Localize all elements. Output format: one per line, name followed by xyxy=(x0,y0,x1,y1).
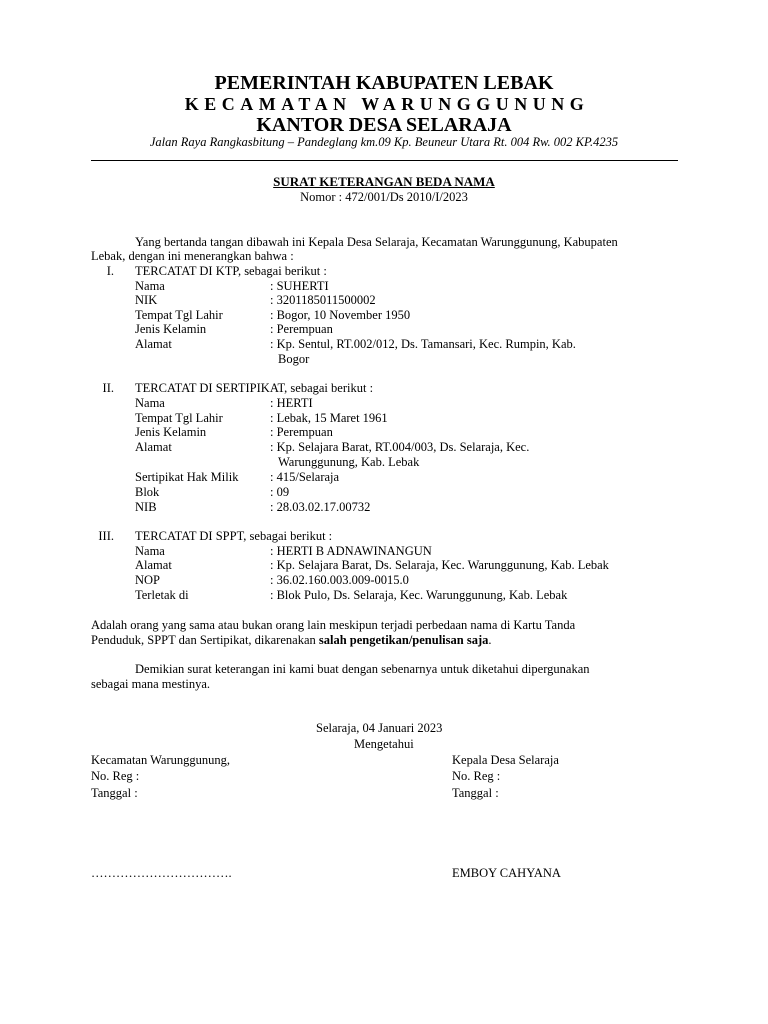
field-value: : Blok Pulo, Ds. Selaraja, Kec. Warunggunung, Kab. Lebak xyxy=(270,588,568,602)
field-label: NIB xyxy=(135,500,157,514)
closing-line-2: sebagai mana mestinya. xyxy=(91,677,211,691)
field-label: Nama xyxy=(135,279,165,293)
letterhead-address: Jalan Raya Rangkasbitung – Pandeglang km.09 Kp. Beuneur Utara Rt. 004 Rw. 002 KP.4235 xyxy=(149,135,619,149)
field-label: Tempat Tgl Lahir xyxy=(135,308,223,322)
field-label: Tempat Tgl Lahir xyxy=(135,411,223,425)
field-value-continued: Warunggunung, Kab. Lebak xyxy=(278,455,420,469)
field-label: Sertipikat Hak Milik xyxy=(135,470,239,484)
field-value: : HERTI B ADNAWINANGUN xyxy=(270,544,432,558)
left-signatory-name: ……………………………. xyxy=(91,866,232,880)
acknowledged-label: Mengetahui xyxy=(354,737,414,751)
field-value: : 415/Selaraja xyxy=(270,470,340,484)
letterhead-office: KANTOR DESA SELARAJA xyxy=(256,114,512,136)
statement-emphasis: salah pengetikan/penulisan saja xyxy=(318,633,489,647)
letterhead-divider xyxy=(91,160,678,161)
letterhead-government: PEMERINTAH KABUPATEN LEBAK xyxy=(214,72,554,94)
place-date: Selaraja, 04 Januari 2023 xyxy=(316,721,443,735)
field-label: Nama xyxy=(135,396,165,410)
field-value: : Perempuan xyxy=(270,322,333,336)
section-number: II. xyxy=(102,381,114,395)
field-label: NOP xyxy=(135,573,161,587)
statement-line-2 xyxy=(91,633,492,648)
field-value: : Perempuan xyxy=(270,425,333,439)
field-label: Nama xyxy=(135,544,165,558)
field-value: : 36.02.160.003.009-0015.0 xyxy=(270,573,409,587)
field-value: : SUHERTI xyxy=(270,279,329,293)
letter-title: SURAT KETERANGAN BEDA NAMA xyxy=(273,174,495,189)
statement-period: . xyxy=(488,633,492,647)
field-value-continued: Bogor xyxy=(278,352,310,366)
section-number: I. xyxy=(106,264,114,278)
section-number: III. xyxy=(98,529,114,543)
section-heading-certificate: TERCATAT DI SERTIPIKAT, sebagai berikut : xyxy=(135,381,374,395)
field-value: : Kp. Selajara Barat, RT.004/003, Ds. Selaraja, Kec. xyxy=(270,440,530,454)
field-label: Jenis Kelamin xyxy=(135,425,207,439)
field-label: Terletak di xyxy=(135,588,189,602)
right-signatory-name: EMBOY CAHYANA xyxy=(452,866,561,880)
left-reg-number: No. Reg : xyxy=(91,769,140,783)
section-heading-sppt: TERCATAT DI SPPT, sebagai berikut : xyxy=(135,529,333,543)
left-signatory-title: Kecamatan Warunggunung, xyxy=(91,753,230,767)
left-date: Tanggal : xyxy=(91,786,138,800)
field-value: : Kp. Sentul, RT.002/012, Ds. Tamansari, Kec. Rumpin, Kab. xyxy=(270,337,576,351)
field-value: : 28.03.02.17.00732 xyxy=(270,500,371,514)
statement-text: Penduduk, SPPT dan Sertipikat, dikarenakan xyxy=(91,633,319,647)
intro-line-2: Lebak, dengan ini menerangkan bahwa : xyxy=(91,249,294,263)
field-value: : Kp. Selajara Barat, Ds. Selaraja, Kec. Warunggunung, Kab. Lebak xyxy=(270,558,609,572)
field-label: Jenis Kelamin xyxy=(135,322,207,336)
letterhead-district: KECAMATAN WARUNGGUNUNG xyxy=(184,94,590,114)
field-value: : Bogor, 10 November 1950 xyxy=(270,308,411,322)
section-heading-ktp: TERCATAT DI KTP, sebagai berikut : xyxy=(135,264,327,278)
field-value: : 09 xyxy=(270,485,290,499)
field-label: Blok xyxy=(135,485,160,499)
intro-line-1: Yang bertanda tangan dibawah ini Kepala Desa Selaraja, Kecamatan Warunggunung, Kabupaten xyxy=(135,235,618,249)
field-value: : HERTI xyxy=(270,396,313,410)
field-label: NIK xyxy=(135,293,158,307)
right-date: Tanggal : xyxy=(452,786,499,800)
statement-line-1: Adalah orang yang sama atau bukan orang lain meskipun terjadi perbedaan nama di Kartu Tanda xyxy=(91,618,576,632)
field-value: : Lebak, 15 Maret 1961 xyxy=(270,411,388,425)
field-label: Alamat xyxy=(135,440,172,454)
field-value: : 3201185011500002 xyxy=(270,293,376,307)
right-signatory-title: Kepala Desa Selaraja xyxy=(452,753,559,767)
field-label: Alamat xyxy=(135,337,172,351)
right-reg-number: No. Reg : xyxy=(452,769,501,783)
closing-line-1: Demikian surat keterangan ini kami buat dengan sebenarnya untuk diketahui dipergunakan xyxy=(135,662,590,676)
field-label: Alamat xyxy=(135,558,172,572)
letter-number: Nomor : 472/001/Ds 2010/I/2023 xyxy=(300,190,468,204)
